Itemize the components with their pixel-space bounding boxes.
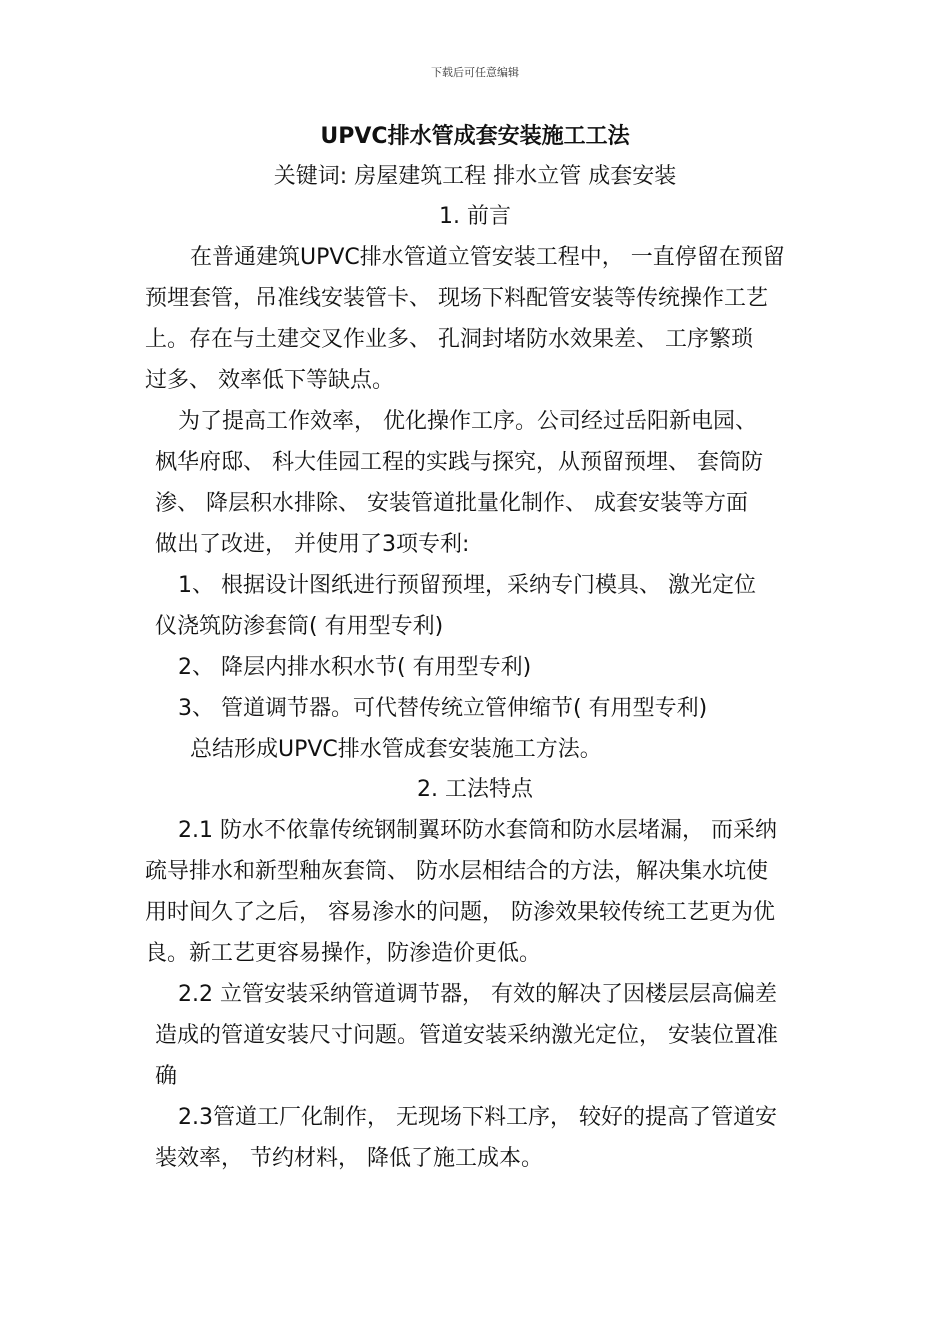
section-heading-preface: 1. 前言 xyxy=(439,204,511,229)
paragraph-line: 造成的管道安装尺寸问题。管道安装采纳激光定位， 安装位置准 xyxy=(155,1023,778,1048)
paragraph-line: 确 xyxy=(155,1064,178,1089)
list-item-2: 2、 降层内排水积水节( 有用型专利) xyxy=(178,655,532,680)
paragraph-line: 用时间久了之后， 容易渗水的问题， 防渗效果较传统工艺更为优 xyxy=(145,900,775,925)
paragraph-line: 2.2 立管安装采纳管道调节器， 有效的解决了因楼层层高偏差 xyxy=(178,982,777,1007)
document-title: UPVC排水管成套安装施工工法 xyxy=(320,124,630,149)
paragraph-line: 渗、 降层积水排除、 安装管道批量化制作、 成套安装等方面 xyxy=(155,491,748,516)
paragraph-line: 上。存在与土建交叉作业多、 孔洞封堵防水效果差、 工序繁琐 xyxy=(145,327,753,352)
paragraph-line: 在普通建筑UPVC排水管道立管安装工程中， 一直停留在预留 xyxy=(190,245,785,270)
paragraph-line: 为了提高工作效率， 优化操作工序。公司经过岳阳新电园、 xyxy=(178,409,757,434)
keywords-line: 关键词: 房屋建筑工程 排水立管 成套安装 xyxy=(273,164,677,189)
paragraph-line: 枫华府邸、 科大佳园工程的实践与探究，从预留预埋、 套筒防 xyxy=(155,450,763,475)
section-heading-features: 2. 工法特点 xyxy=(417,777,533,802)
paragraph-line: 良。新工艺更容易操作，防渗造价更低。 xyxy=(145,941,542,966)
paragraph-line: 疏导排水和新型釉灰套筒、 防水层相结合的方法，解决集水坑使 xyxy=(145,859,768,884)
paragraph-line: 2.1 防水不依靠传统钢制翼环防水套筒和防水层堵漏， 而采纳 xyxy=(178,818,777,843)
paragraph-line: 总结形成UPVC排水管成套安装施工方法。 xyxy=(190,737,602,762)
list-item-1: 1、 根据设计图纸进行预留预埋，采纳专门模具、 激光定位 xyxy=(178,573,756,598)
paragraph-line: 做出了改进， 并使用了3项专利: xyxy=(155,532,470,557)
list-item-3: 3、 管道调节器。可代替传统立管伸缩节( 有用型专利) xyxy=(178,696,708,721)
paragraph-line: 过多、 效率低下等缺点。 xyxy=(145,368,394,393)
paragraph-line: 装效率， 节约材料， 降低了施工成本。 xyxy=(155,1146,543,1171)
header-note: 下载后可任意编辑 xyxy=(431,66,519,79)
paragraph-line: 预埋套管，吊准线安装管卡、 现场下料配管安装等传统操作工艺 xyxy=(145,286,768,311)
paragraph-line: 仪浇筑防渗套筒( 有用型专利) xyxy=(155,614,444,639)
paragraph-line: 2.3管道工厂化制作， 无现场下料工序， 较好的提高了管道安 xyxy=(178,1105,777,1130)
